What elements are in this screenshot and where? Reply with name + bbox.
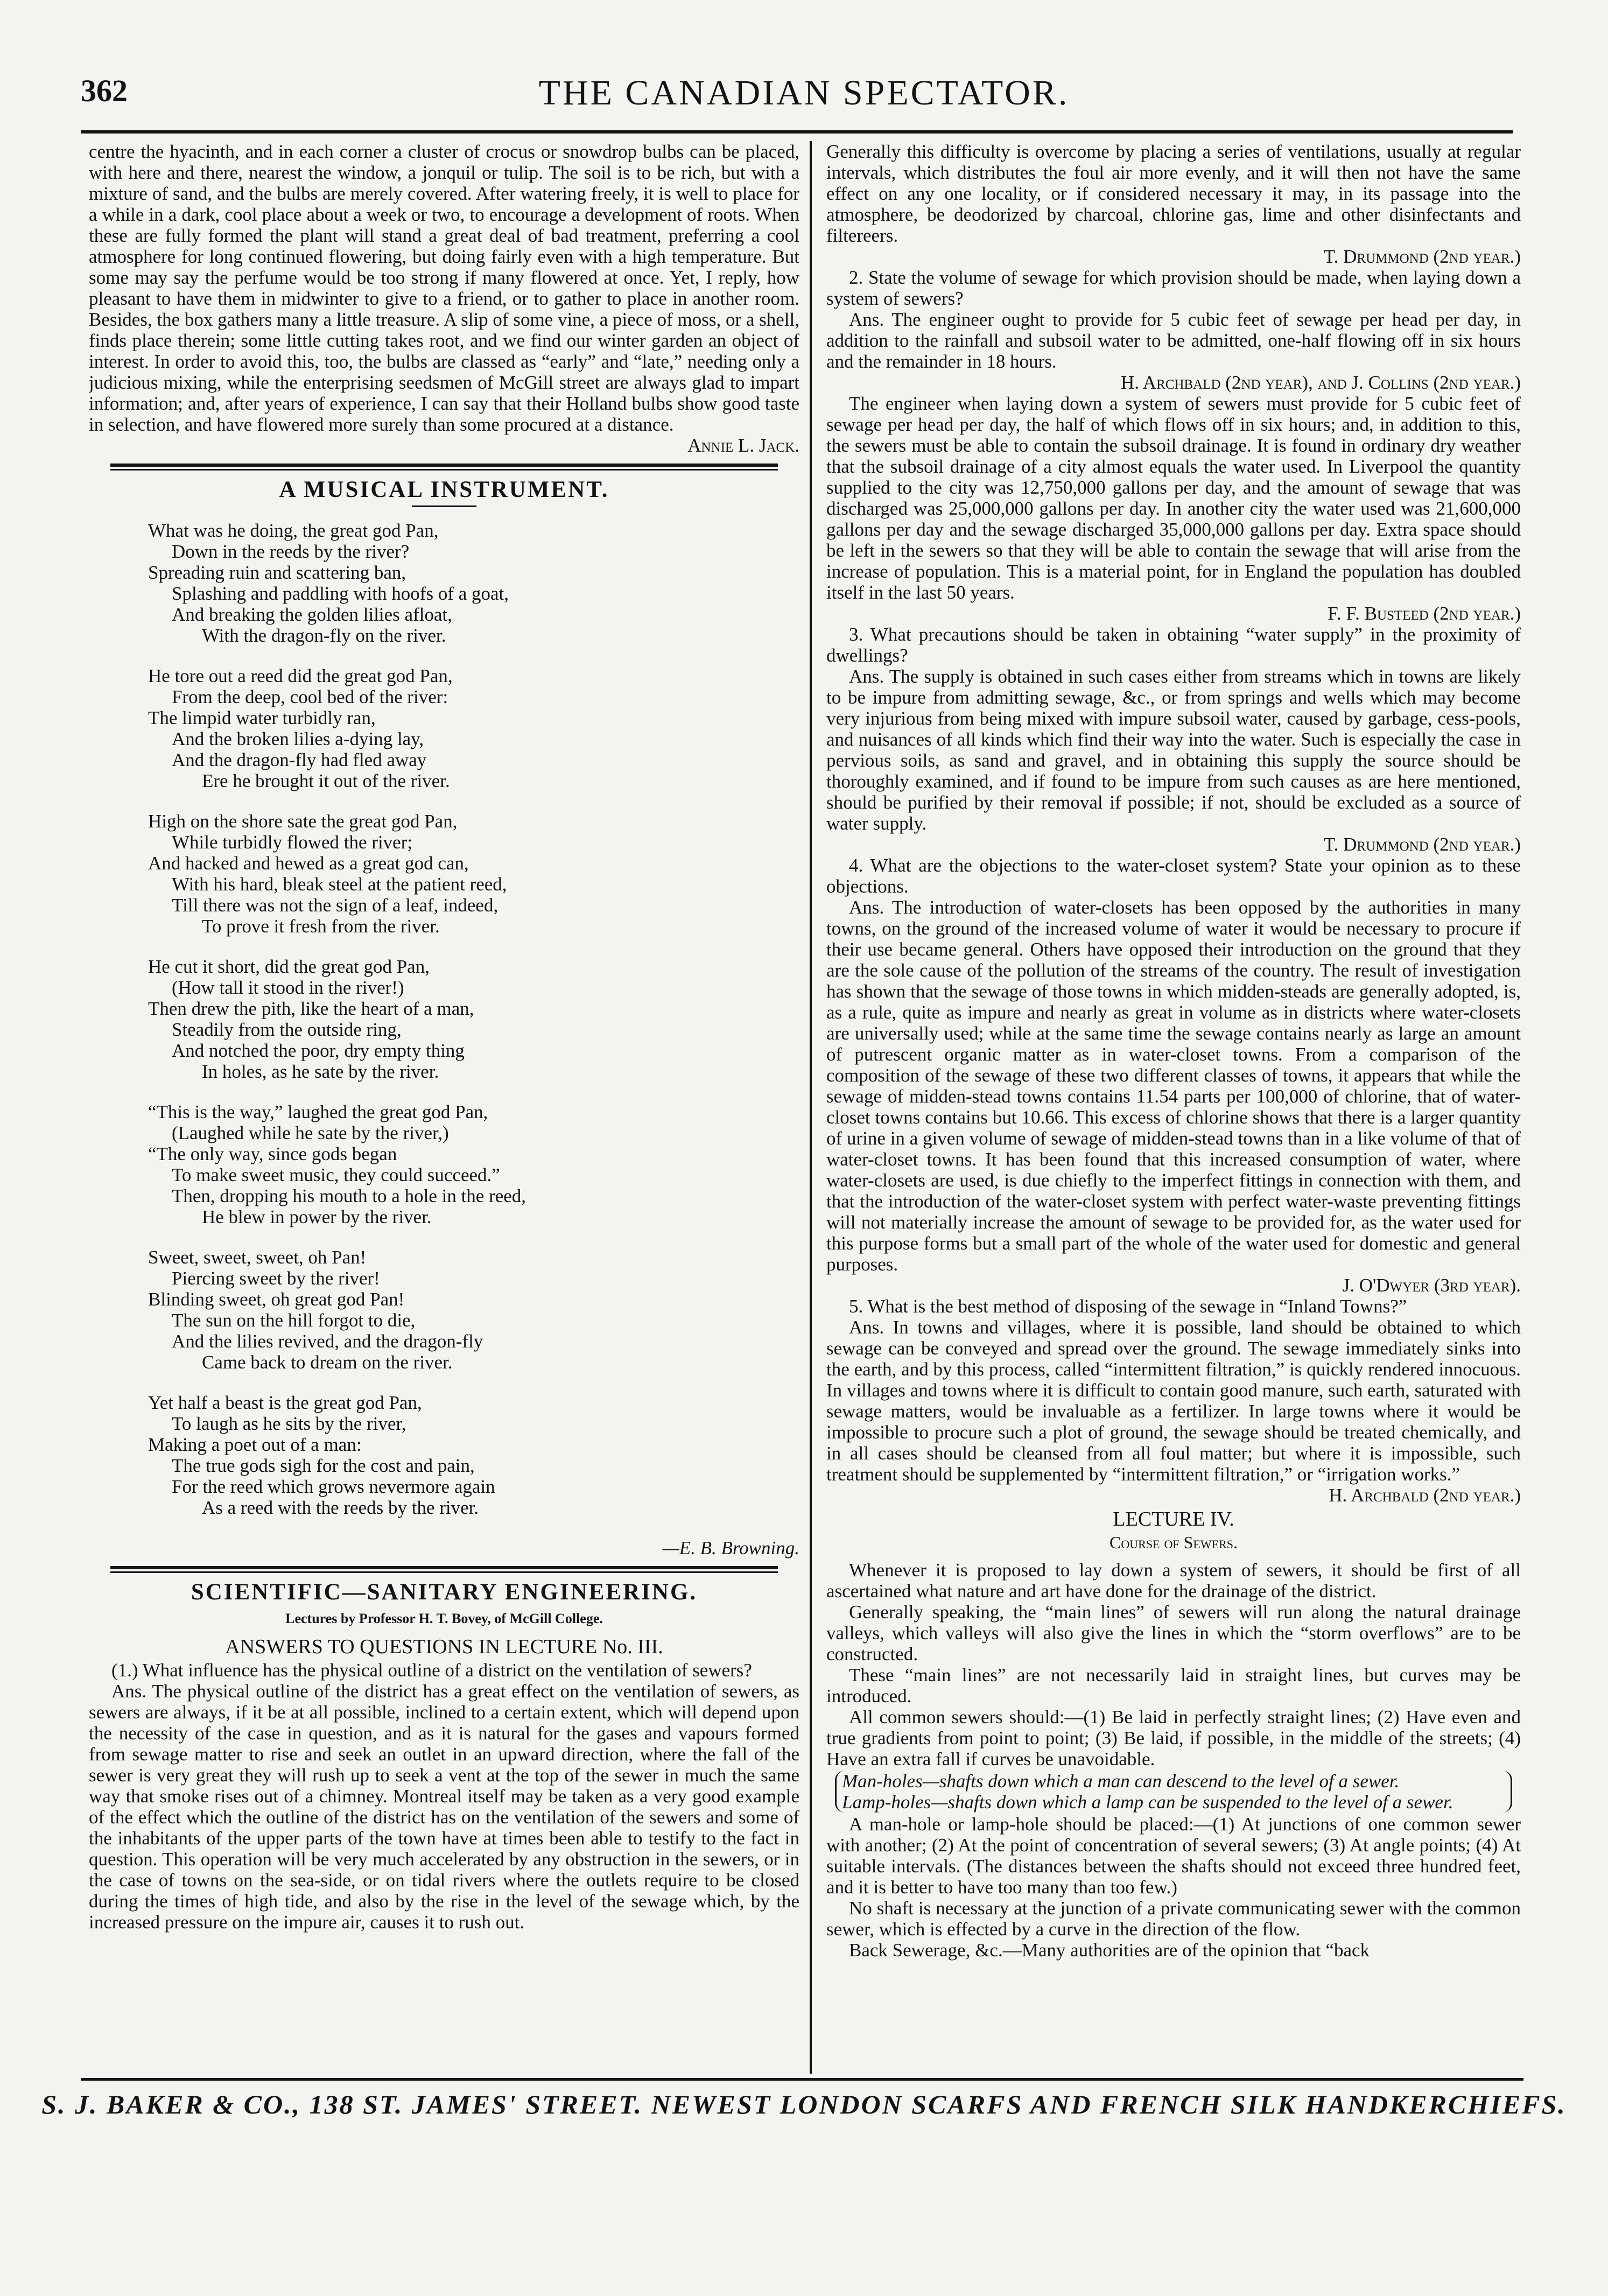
science-heading: SCIENTIFIC—SANITARY ENGINEERING. (191, 1579, 698, 1605)
header-rule (81, 130, 1513, 134)
poem-stanza (148, 811, 799, 937)
lecture-paragraph: Generally speaking, the “main lines” of sewers will run along the natural drainage valleys, which valleys will also give the lines in which the “storm overflows” are to be constructed. (826, 1602, 1521, 1665)
poem-line: And the lilies revived, and the dragon-fly (172, 1331, 483, 1352)
question-4: 4. What are the objections to the water-closet system? State your opinion as to these objections. (826, 855, 1521, 897)
answer-2: Ans. The engineer ought to provide for 5 cubic feet of sewage per head per day, in addition to the rainfall and subsoil water to be admitted, one-half flowing off in six hours and the remainder in 18 hours. (826, 309, 1521, 372)
poem-line: With his hard, bleak steel at the patient reed, (172, 874, 507, 895)
poem-line: “This is the way,” laughed the great god Pan, (148, 1101, 488, 1122)
question-1: (1.) What influence has the physical outline of a district on the ventilation of sewers? (111, 1660, 752, 1681)
page-header (0, 73, 1608, 132)
answers-heading: ANSWERS TO QUESTIONS IN LECTURE No. III. (225, 1635, 663, 1658)
poem-stanza (148, 1247, 799, 1373)
poem-line: Steadily from the outside ring, (172, 1019, 402, 1040)
signature: T. Drummond (2nd year.) (1323, 834, 1521, 855)
right-column (826, 141, 1521, 2074)
poem-line: With the dragon-fly on the river. (202, 625, 446, 646)
signature: H. Archbald (2nd year.) (1329, 1485, 1521, 1506)
poem-stanza (148, 956, 799, 1082)
signature: T. Drummond (2nd year.) (1323, 246, 1521, 267)
lecture-paragraph: Back Sewerage, &c.—Many authorities are of the opinion that “back (849, 1940, 1370, 1961)
question-5: 5. What is the best method of disposing of the sewage in “Inland Towns?” (849, 1296, 1407, 1317)
poem (148, 520, 799, 1518)
journal-title: THE CANADIAN SPECTATOR. (538, 73, 1070, 113)
section-rule-thin (110, 1571, 778, 1573)
poem-line: And hacked and hewed as a great god can, (148, 853, 469, 874)
poem-line: Ere he brought it out of the river. (202, 770, 450, 791)
poem-stanza (148, 1392, 799, 1518)
left-column (89, 141, 799, 2074)
section-rule (110, 1566, 778, 1569)
column-divider (810, 141, 812, 2074)
poem-line: Piercing sweet by the river! (172, 1268, 380, 1289)
bulb-paragraph: centre the hyacinth, and in each corner a cluster of crocus or snowdrop bulbs can be placed, with here and there, nearest the window, a jonquil or tulip. The soil is to be rich, but with a mixture of sand, and the bulbs are merely covered. After watering freely, it is well to place for a while in a dark, cool place about a week or two, to encourage a development of roots. When these are fully formed the plant will stand a great deal of bad treatment, preferring a cool atmosphere for long continued flowering, but doing fairly even with a high temperature. But some may say the perfume would be too strong if many flowered at once. Yet, I reply, how pleasant to have them in midwinter to give to a friend, or to gather to place in another room. Besides, the box gathers many a little treasure. A slip of some vine, a piece of moss, or a shell, finds place therein; some little cutting takes root, and we find our winter garden an object of interest. In order to avoid this, too, the bulbs are classed as “early” and “late,” needing only a judicious mixing, while the enterprising seedsmen of McGill street are always glad to impart information; and, after years of experience, I can say that their Holland bulbs show good taste in selection, and have flowered more surely than some procured at a distance. (89, 141, 799, 435)
definition-note (835, 1771, 1512, 1813)
answer-4: Ans. The introduction of water-closets has been opposed by the authorities in many towns, on the ground of the increased volume of water it would be necessary to procure if their use became general. Others have opposed their introduction on the ground that they are the sole cause of the pollution of the streams of the country. The result of investigation has shown that the sewage of those towns in which midden-steads are generally adopted, is, as a rule, quite as impure and nearly as great in volume as in districts where water-closets are universally used; while at the same time the sewage contains nearly as large an amount of putrescent organic matter as in water-closet towns. From a comparison of the composition of the sewage of these two different classes of towns, it appears that while the sewage of midden-stead towns contains 11.54 parts per 100,000 of chlorine, that of water-closet towns contains but 10.66. This excess of chlorine shows that there is a larger quantity of urine in a given volume of sewage of midden-stead towns than in a like volume of that of water-closet towns. It has been found that this increased consumption of water, where water-closets are used, is due chiefly to the imperfect fittings in connection with them, and that the introduction of the water-closet system with perfect water-waste preventing fittings will not materially increase the amount of sewage to be provided for, as the water used for this purpose forms but a small part of the whole of the water used for domestic and general purposes. (826, 897, 1521, 1275)
poem-line: What was he doing, the great god Pan, (148, 520, 439, 541)
answer-1-continued: Generally this difficulty is overcome by placing a series of ventilations, usually at regular intervals, which distributes the foul air more evenly, and it will then not have the same effect on any one locality, or if considered necessary it may, in its passage into the atmosphere, be deodorized by charcoal, chlorine gas, lime and other disinfectants and filtereers. (826, 141, 1521, 246)
lecture-paragraph: Whenever it is proposed to lay down a system of sewers, it should be first of all ascertained what nature and art have done for the drainage of the district. (826, 1560, 1521, 1602)
poem-line: Came back to dream on the river. (202, 1352, 453, 1373)
footer-rule (81, 2078, 1523, 2081)
poem-line: (Laughed while he sate by the river,) (172, 1122, 449, 1143)
lecture-subheading: Course of Sewers. (1110, 1533, 1238, 1552)
poem-title: A MUSICAL INSTRUMENT. (279, 477, 609, 502)
poem-line: Blinding sweet, oh great god Pan! (148, 1289, 405, 1310)
poem-line: High on the shore sate the great god Pan, (148, 811, 458, 832)
poem-line: Making a poet out of a man: (148, 1434, 362, 1455)
section-rule-thin (110, 469, 778, 471)
poem-line: While turbidly flowed the river; (172, 832, 413, 853)
poem-line: From the deep, cool bed of the river: (172, 686, 448, 707)
poem-line: Yet half a beast is the great god Pan, (148, 1392, 422, 1413)
answer-2b: The engineer when laying down a system of sewers must provide for 5 cubic feet of sewage per head per day, the half of which flows off in six hours; and, in addition to this, the sewers must be able to contain the subsoil drainage. It is found in ordinary dry weather that the subsoil drainage of a city almost equals the water used. In Liverpool the quantity supplied to the city was 12,750,000 gallons per day, and the amount of sewage that was discharged was 25,000,000 gallons per day. In another city the water used was 21,600,000 gallons per day and the sewage discharged 35,000,000 gallons per day. Extra space should be left in the sewers so that they will be able to contain the sewage that will arise from the increase of population. This is a material point, for in England the population has doubled itself in the last 50 years. (826, 393, 1521, 603)
poem-line: Then, dropping his mouth to a hole in the reed, (172, 1185, 526, 1206)
poem-line: Sweet, sweet, sweet, oh Pan! (148, 1247, 367, 1268)
poem-line: “The only way, since gods began (148, 1143, 397, 1164)
poem-line: (How tall it stood in the river!) (172, 977, 404, 998)
footer-advertisement: S. J. BAKER & CO., 138 ST. JAMES' STREET. NEWEST LONDON SCARFS AND FRENCH SILK HANDKERCHIEFS. (41, 2089, 1567, 2119)
poem-stanza (148, 1101, 799, 1227)
poem-line: To laugh as he sits by the river, (172, 1413, 406, 1434)
title-rule (412, 505, 476, 507)
poem-line: Till there was not the sign of a leaf, indeed, (172, 895, 498, 916)
poem-line: For the reed which grows nevermore again (172, 1476, 495, 1497)
question-3: 3. What precautions should be taken in obtaining “water supply” in the proximity of dwellings? (826, 624, 1521, 666)
poem-line: The true gods sigh for the cost and pain, (172, 1455, 475, 1476)
signature: F. F. Busteed (2nd year.) (1328, 603, 1521, 624)
signature: J. O'Dwyer (3rd year). (1342, 1275, 1521, 1296)
lamp-hole-definition: Lamp-holes—shafts down which a lamp can be suspended to the level of a sewer. (842, 1792, 1453, 1813)
bulb-author: Annie L. Jack. (687, 435, 799, 456)
poem-line: And notched the poor, dry empty thing (172, 1040, 465, 1061)
lecture-paragraph: These “main lines” are not necessarily laid in straight lines, but curves may be introduced. (826, 1665, 1521, 1707)
poem-line: As a reed with the reeds by the river. (202, 1497, 479, 1518)
poem-stanza (148, 665, 799, 791)
poem-line: Splashing and paddling with hoofs of a goat, (172, 583, 509, 604)
man-hole-definition: Man-holes—shafts down which a man can descend to the level of a sewer. (842, 1771, 1400, 1792)
question-2: 2. State the volume of sewage for which provision should be made, when laying down a system of sewers? (826, 267, 1521, 309)
poem-line: To prove it fresh from the river. (202, 916, 440, 937)
poem-line: He blew in power by the river. (202, 1206, 432, 1227)
poem-line: And the broken lilies a-dying lay, (172, 728, 424, 749)
poem-author: —E. B. Browning. (662, 1537, 799, 1558)
poem-line: And breaking the golden lilies afloat, (172, 604, 452, 625)
poem-line: The sun on the hill forgot to die, (172, 1310, 416, 1331)
poem-line: Then drew the pith, like the heart of a man, (148, 998, 474, 1019)
poem-line: And the dragon-fly had fled away (172, 749, 427, 770)
lecture-paragraph: All common sewers should:—(1) Be laid in perfectly straight lines; (2) Have even and true gradients from point to point; (3) Be laid, if possible, in the middle of the streets; (4) Have an extra fall if curves be unavoidable. (826, 1707, 1521, 1770)
signature: H. Archbald (2nd year), and J. Collins (2nd year.) (1120, 372, 1521, 393)
poem-line: In holes, as he sate by the river. (202, 1061, 439, 1082)
answer-1: Ans. The physical outline of the district has a great effect on the ventilation of sewers, as sewers are always, if it be at all possible, inclined to a certain extent, which will depend upon the necessity of the case in question, and as it is natural for the gases and vapours formed from sewage matter to rise and seek an outlet in an upward direction, where the fall of the sewer is very great they will rush up to seek a vent at the top of the sewer in much the same way that smoke rises out of a chimney. Montreal itself may be taken as a very good example of the effect which the outline of the district has on the ventilation of the sewers and some of the inhabitants of the upper parts of the town have at times been able to testify to the fact in question. This operation will be very much accelerated by any obstruction in the sewers, or in the case of towns on the sea-side, or on tidal rivers where the outlets require to be closed during the times of high tide, and also by the rise in the level of the sewage which, by the increased pressure on the impure air, causes it to rush out. (89, 1681, 799, 1933)
section-rule (110, 464, 778, 467)
poem-line: Spreading ruin and scattering ban, (148, 562, 406, 583)
answer-3: Ans. The supply is obtained in such cases either from streams which in towns are likely to be impure from admitting sewage, &c., or from springs and wells which may become very injurious from being mixed with impure subsoil water, caused by garbage, cess-pools, and nuisances of all kinds which find their way into the water. Such is especially the case in pervious soils, as sand and gravel, and in obtaining this supply the source should be thoroughly examined, and if found to be impure from such causes as are here mentioned, should be purified by their removal if possible; if not, should be excluded as a source of water supply. (826, 666, 1521, 834)
poem-line: He tore out a reed did the great god Pan, (148, 665, 453, 686)
lecture-heading: LECTURE IV. (1113, 1508, 1234, 1530)
lecture-paragraph: A man-hole or lamp-hole should be placed:—(1) At junctions of one common sewer with another; (2) At the point of concentration of several sewers; (3) At angle points; (4) At suitable intervals. (The distances between the shafts should not exceed three hundred feet, and it is better to have too many than too few.) (826, 1814, 1521, 1898)
lectures-byline: Lectures by Professor H. T. Bovey, of McGill College. (285, 1611, 603, 1626)
answer-5: Ans. In towns and villages, where it is possible, land should be obtained to which sewage can be conveyed and spread over the ground. The sewage immediately sinks into the earth, and by this process, called “intermittent filtration,” is quickly rendered innocuous. In villages and towns where it is difficult to contain good manure, such earth, saturated with sewage matters, would be invaluable as a fertilizer. In large towns where it would be impossible to procure such a plot of ground, the sewage should be treated chemically, and in all cases should be cleansed from all foul matter; but where it is impossible, such treatment should be supplemented by “intermittent filtration,” or “irrigation works.” (826, 1317, 1521, 1485)
page-number: 362 (81, 73, 128, 108)
poem-line: He cut it short, did the great god Pan, (148, 956, 430, 977)
poem-stanza (148, 520, 799, 646)
poem-line: The limpid water turbidly ran, (148, 707, 376, 728)
poem-line: Down in the reeds by the river? (172, 541, 410, 562)
lecture-paragraph: No shaft is necessary at the junction of a private communicating sewer with the common sewer, which is effected by a curve in the direction of the flow. (826, 1898, 1521, 1940)
poem-line: To make sweet music, they could succeed.” (172, 1164, 500, 1185)
